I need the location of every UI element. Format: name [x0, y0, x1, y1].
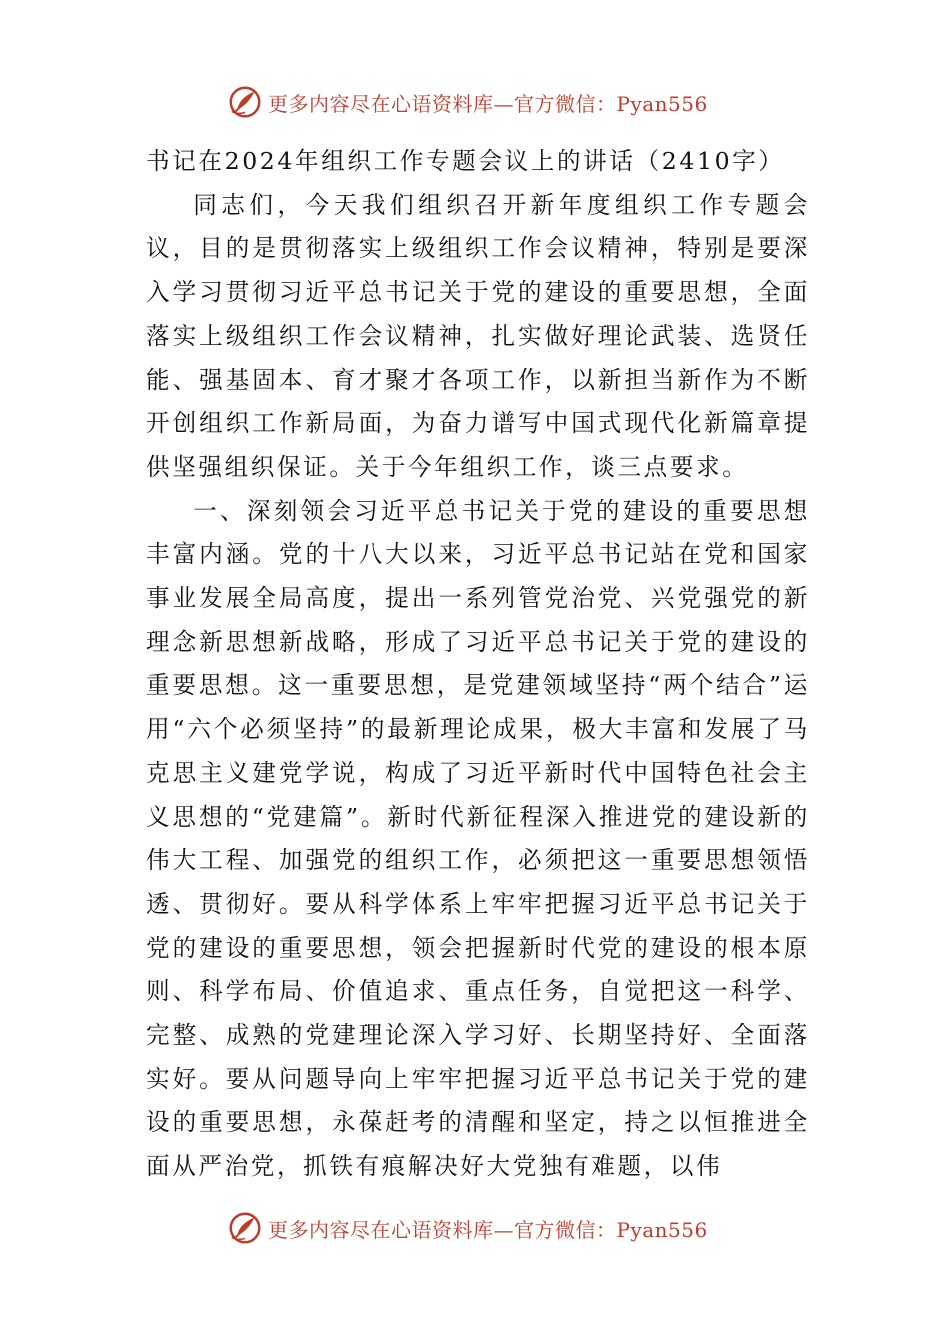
quill-logo-icon: [226, 83, 264, 121]
paragraph-section-one: 一、深刻领会习近平总书记关于党的建设的重要思想丰富内涵。党的十八大以来，习近平总书记站在党和国家事业发展全局高度，提出一系列管党治党、兴党强党的新理念新思想新战略，形成了习近平总书记关于党的建设的重要思想。这一重要思想，是党建领域坚持“两个结合”运用“六个必须坚持”的最新理论成果，极大丰富和发展了马克思主义建党学说，构成了习近平新时代中国特色社会主义思想的“党建篇”。新时代新征程深入推进党的建设新的伟大工程、加强党的组织工作，必须把这一重要思想领悟透、贯彻好。要从科学体系上牢牢把握习近平总书记关于党的建设的重要思想，领会把握新时代党的建设的根本原则、科学布局、价值追求、重点任务，自觉把这一科学、完整、成熟的党建理论深入学习好、长期坚持好、全面落实好。要从问题导向上牢牢把握习近平总书记关于党的建设的重要思想，永葆赶考的清醒和坚定，持之以恒推进全面从严治党，抓铁有痕解决好大党独有难题，以伟: [146, 496, 810, 1181]
paragraph-intro: 同志们，今天我们组织召开新年度组织工作专题会议，目的是贯彻落实上级组织工作会议精神，特别是要深入学习贯彻习近平总书记关于党的建设的重要思想，全面落实上级组织工作会议精神，扎实做好理论武装、选贤任能、强基固本、育才聚才各项工作，以新担当新作为不断开创组织工作新局面，为奋力谱写中国式现代化新篇章提供坚强组织保证。关于今年组织工作，谈三点要求。: [146, 190, 810, 481]
quill-logo-icon: [226, 1209, 264, 1247]
watermark-text: 更多内容尽在心语资料库—官方微信：Pyan556: [268, 91, 708, 116]
watermark-footer: [226, 1208, 708, 1248]
watermark-text: 更多内容尽在心语资料库—官方微信：Pyan556: [268, 1217, 708, 1242]
document-body: [146, 140, 810, 1189]
watermark-header: [226, 82, 708, 122]
document-title: 书记在2024年组织工作专题会议上的讲话（2410字）: [146, 147, 785, 175]
